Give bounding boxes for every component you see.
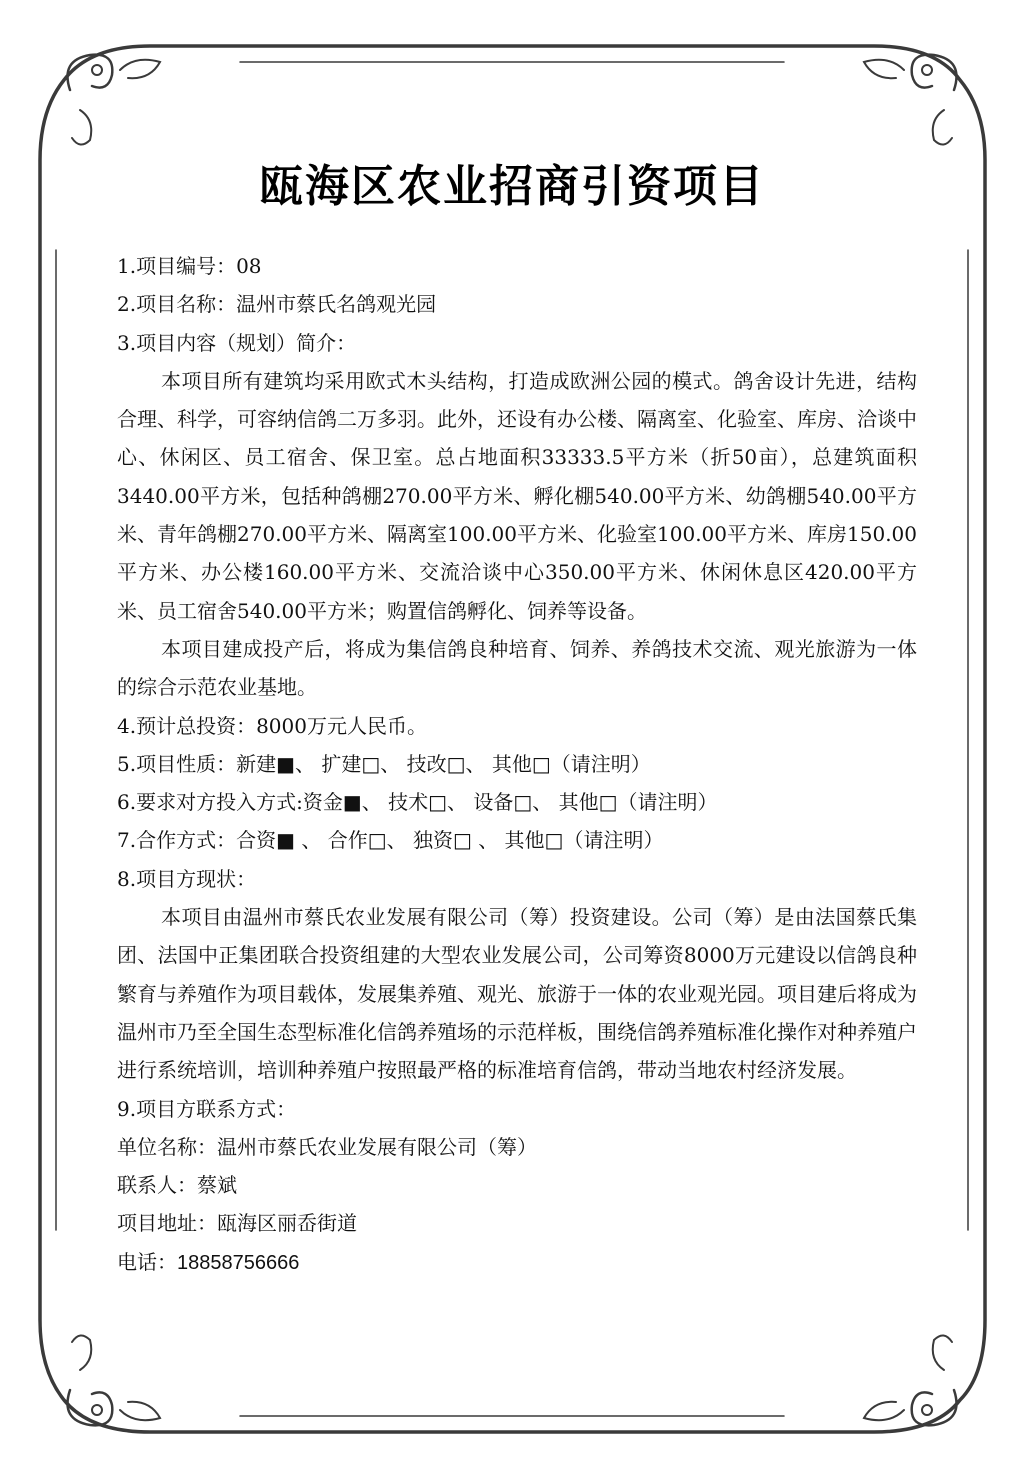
project-nature: 5.项目性质：新建■、 扩建□、 技改□、 其他□（请注明） [117,751,651,776]
phone-number: 18858756666 [177,1251,300,1274]
project-status-paragraph: 本项目由温州市蔡氏农业发展有限公司（筹）投资建设。公司（筹）是由法国蔡氏集团、法国中正集团联合投资组建的大型农业发展公司，公司筹资8000万元建设以信鸽良种繁育与养殖作为项目载体，发展集养殖、观光、旅游于一体的农业观光园。项目建后将成为温州市乃至全国生态型标准化信鸽养殖场的示范样板，围绕信鸽养殖标准化操作对种养殖户进行系统培训，培训种养殖户按照最严格的标准培育信鸽，带动当地农村经济发展。 [117,905,917,1083]
project-content-paragraph-2: 本项目建成投产后，将成为集信鸽良种培育、饲养、养鸽技术交流、观光旅游为一体的综合示范农业基地。 [117,636,917,700]
project-address: 项目地址：瓯海区丽岙街道 [117,1211,357,1236]
project-status-heading: 8.项目方现状： [117,866,257,891]
investment-mode: 6.要求对方投入方式:资金■、 技术□、 设备□、 其他□（请注明） [117,790,718,815]
contact-heading: 9.项目方联系方式： [117,1096,297,1121]
project-content-heading: 3.项目内容（规划）简介： [117,330,357,355]
page-title: 瓯海区农业招商引资项目 [259,161,765,212]
project-content-paragraph-1: 本项目所有建筑均采用欧式木头结构，打造成欧洲公园的模式。鸽舍设计先进，结构合理、科学，可容纳信鸽二万多羽。此外，还设有办公楼、隔离室、化验室、库房、洽谈中心、休闲区、员工宿舍、保卫室。总占地面积33333.5平方米（折50亩），总建筑面积3440.00平方米，包括种鸽棚270.00平方米、孵化棚540.00平方米、幼鸽棚540.00平方米、青年鸽棚270.00平方米、隔离室100.00平方米、化验室100.00平方米、库房150.00平方米、办公楼160.00平方米、交流洽谈中心350.00平方米、休闲休息区420.00平方米、员工宿舍540.00平方米；购置信鸽孵化、饲养等设备。 [117,368,917,623]
phone-label: 电话： [117,1249,177,1274]
total-investment: 4.预计总投资：8000万元人民币。 [117,713,427,738]
company-name: 单位名称：温州市蔡氏农业发展有限公司（筹） [117,1134,537,1159]
phone-line [117,1243,917,1281]
cooperation-mode: 7.合作方式：合资■ 、 合作□、 独资□ 、 其他□（请注明） [117,828,664,853]
project-name: 2.项目名称：温州市蔡氏名鸽观光园 [117,292,437,317]
project-details [117,247,917,1281]
project-number: 1.项目编号：08 [117,254,262,278]
contact-person: 联系人：蔡斌 [117,1173,237,1198]
